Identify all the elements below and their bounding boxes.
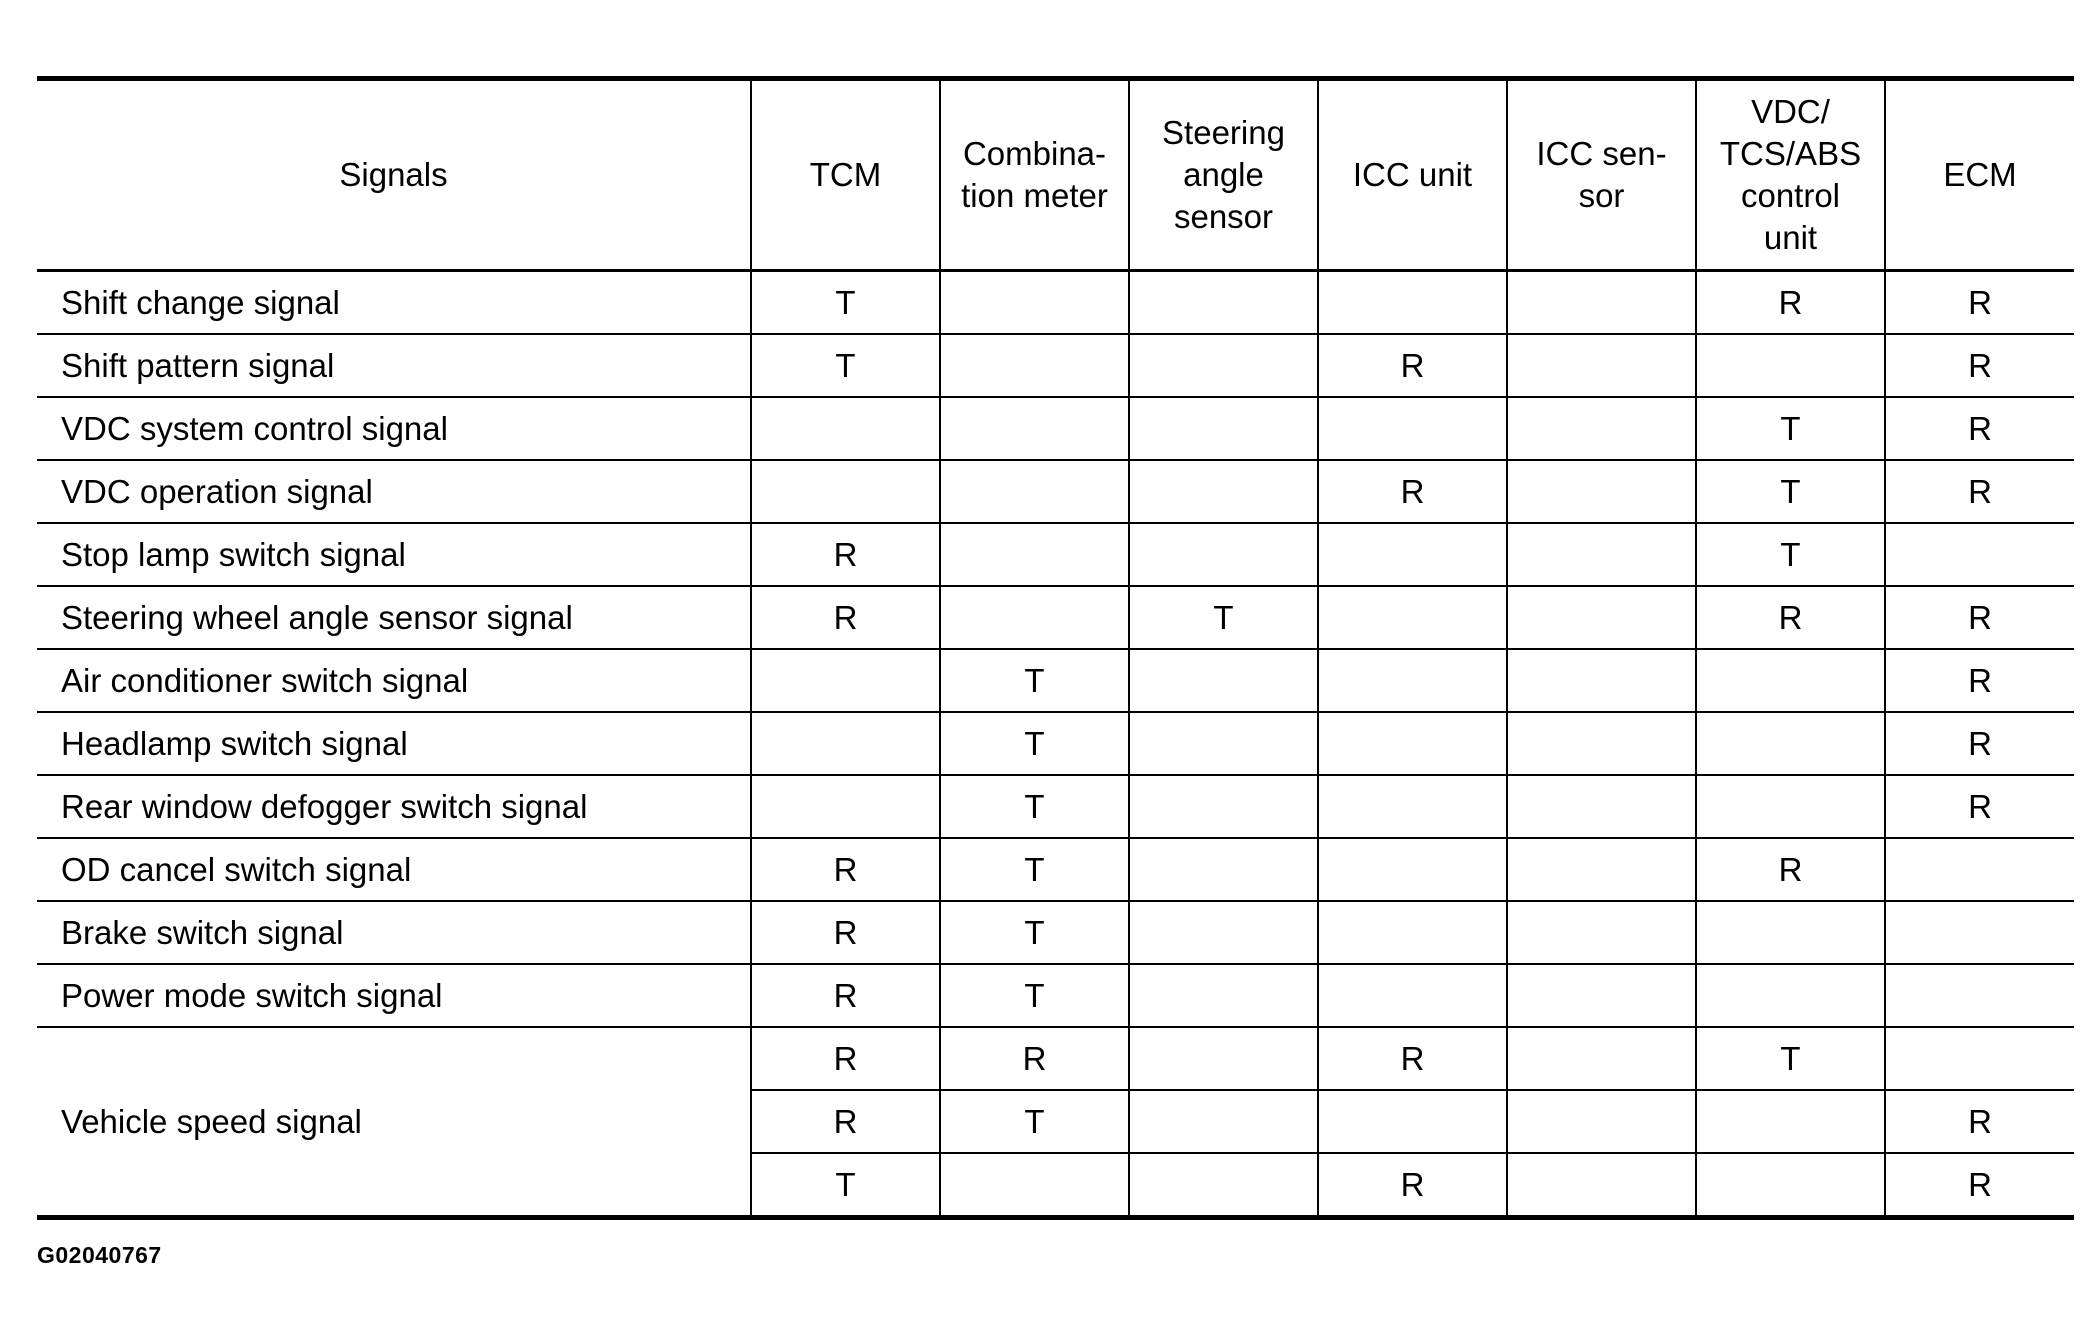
signal-cell xyxy=(1507,586,1696,649)
signal-cell xyxy=(940,523,1129,586)
signal-cell: R xyxy=(751,838,940,901)
signal-cell xyxy=(1507,460,1696,523)
signal-cell xyxy=(1885,1027,2074,1090)
signal-cell xyxy=(1129,964,1318,1027)
signal-table-figure xyxy=(37,76,2074,1220)
table-row xyxy=(37,649,2074,712)
signal-cell: R xyxy=(940,1027,1129,1090)
figure-id: G02040767 xyxy=(37,1242,162,1268)
table-row xyxy=(37,901,2074,964)
signal-cell: T xyxy=(1696,397,1885,460)
signal-cell xyxy=(1318,901,1507,964)
table-row xyxy=(37,523,2074,586)
signal-cell xyxy=(1318,397,1507,460)
signal-cell xyxy=(1507,775,1696,838)
signal-cell xyxy=(1696,712,1885,775)
header-row xyxy=(37,79,2074,271)
signal-cell xyxy=(1507,1027,1696,1090)
table-row xyxy=(37,838,2074,901)
signal-cell xyxy=(1129,1027,1318,1090)
signal-cell: T xyxy=(751,1153,940,1218)
signal-cell xyxy=(1129,334,1318,397)
signal-cell xyxy=(1318,775,1507,838)
signal-name: Brake switch signal xyxy=(37,901,751,964)
signal-cell xyxy=(1507,901,1696,964)
signal-cell: R xyxy=(1318,1153,1507,1218)
signal-cell xyxy=(1696,334,1885,397)
signal-cell: R xyxy=(1885,271,2074,335)
signal-cell: T xyxy=(1129,586,1318,649)
signal-name: Vehicle speed signal xyxy=(61,1102,362,1140)
header-icc-unit xyxy=(1318,79,1507,271)
signal-cell xyxy=(1885,838,2074,901)
signal-cell xyxy=(1696,649,1885,712)
header-steering-angle-sensor xyxy=(1129,79,1318,271)
signal-cell: T xyxy=(940,838,1129,901)
signal-cell xyxy=(940,460,1129,523)
signal-cell xyxy=(1318,712,1507,775)
signal-cell: R xyxy=(1885,334,2074,397)
signal-name: OD cancel switch signal xyxy=(37,838,751,901)
signal-name: Power mode switch signal xyxy=(37,964,751,1027)
table-row xyxy=(37,712,2074,775)
signal-name: VDC operation signal xyxy=(37,460,751,523)
signal-cell xyxy=(751,649,940,712)
signal-cell xyxy=(1696,1153,1885,1218)
table-row xyxy=(37,397,2074,460)
signal-cell: R xyxy=(751,523,940,586)
signal-cell xyxy=(1318,1090,1507,1153)
signal-cell xyxy=(1507,964,1696,1027)
signal-cell xyxy=(1129,1153,1318,1218)
signal-cell: T xyxy=(940,901,1129,964)
signal-cell xyxy=(751,397,940,460)
table-row xyxy=(37,271,2074,335)
signal-cell: T xyxy=(751,271,940,335)
signal-cell xyxy=(1318,271,1507,335)
column-header-label: ECM xyxy=(1943,156,2017,193)
table-row xyxy=(37,334,2074,397)
header-tcm xyxy=(751,79,940,271)
column-header-label: Combina- tion meter xyxy=(961,135,1108,214)
header-ecm xyxy=(1885,79,2074,271)
signal-cell xyxy=(1129,838,1318,901)
signal-cell xyxy=(940,586,1129,649)
signal-cell xyxy=(1129,1090,1318,1153)
header-vdc-tcs-abs-control-unit xyxy=(1696,79,1885,271)
signal-cell xyxy=(1507,523,1696,586)
signal-cell: R xyxy=(1318,334,1507,397)
signal-cell xyxy=(1885,523,2074,586)
signal-cell xyxy=(1507,1153,1696,1218)
signal-cell xyxy=(1696,1090,1885,1153)
signal-cell xyxy=(1129,712,1318,775)
column-header-label: ICC sen- sor xyxy=(1536,135,1667,214)
signal-cell xyxy=(751,712,940,775)
signal-cell xyxy=(1318,586,1507,649)
signal-cell xyxy=(1129,775,1318,838)
table-row xyxy=(37,964,2074,1027)
signal-cell: R xyxy=(1318,460,1507,523)
signal-cell xyxy=(1129,460,1318,523)
signal-cell xyxy=(1507,397,1696,460)
table-row-vehicle-speed xyxy=(37,1027,2074,1090)
signal-cell xyxy=(1507,712,1696,775)
signal-cell xyxy=(1507,649,1696,712)
signal-cell: T xyxy=(1696,460,1885,523)
signal-cell xyxy=(1129,397,1318,460)
signal-cell xyxy=(1696,775,1885,838)
table-body xyxy=(37,271,2074,1218)
header-signals xyxy=(37,79,751,271)
signal-name: Steering wheel angle sensor signal xyxy=(37,586,751,649)
signal-cell xyxy=(940,334,1129,397)
column-header-label: ICC unit xyxy=(1352,156,1473,193)
signal-cell xyxy=(1507,334,1696,397)
signal-cell xyxy=(1318,838,1507,901)
signal-cell xyxy=(1885,964,2074,1027)
signal-cell xyxy=(1696,964,1885,1027)
signal-cell: T xyxy=(751,334,940,397)
signal-cell: R xyxy=(1885,1090,2074,1153)
signal-cell: R xyxy=(1885,460,2074,523)
signal-cell: R xyxy=(1885,712,2074,775)
signal-cell: R xyxy=(751,964,940,1027)
signal-cell xyxy=(1507,838,1696,901)
signal-cell: R xyxy=(751,901,940,964)
header-combination-meter xyxy=(940,79,1129,271)
header-icc-sensor xyxy=(1507,79,1696,271)
signal-cell xyxy=(940,1153,1129,1218)
signal-cell xyxy=(1318,649,1507,712)
column-header-label: VDC/ TCS/ABS control unit xyxy=(1719,93,1862,256)
signal-cell: R xyxy=(1885,775,2074,838)
signal-cell xyxy=(940,397,1129,460)
signal-name: Rear window defogger switch signal xyxy=(37,775,751,838)
signal-cell xyxy=(940,271,1129,335)
signal-cell: T xyxy=(940,1090,1129,1153)
signal-cell: R xyxy=(1885,586,2074,649)
signal-cell xyxy=(1696,901,1885,964)
signal-cell: T xyxy=(940,649,1129,712)
signal-cell xyxy=(1129,523,1318,586)
signal-cell xyxy=(1129,649,1318,712)
signal-cell: T xyxy=(940,712,1129,775)
signal-cell: R xyxy=(1696,271,1885,335)
signal-cell: R xyxy=(751,1090,940,1153)
signal-cell: T xyxy=(1696,523,1885,586)
signal-cell xyxy=(1507,271,1696,335)
signal-cell xyxy=(751,775,940,838)
signal-cell: T xyxy=(940,775,1129,838)
signal-name: Shift pattern signal xyxy=(37,334,751,397)
signal-matrix-table xyxy=(37,76,2074,1220)
signal-name: Shift change signal xyxy=(37,271,751,335)
signal-cell xyxy=(1129,901,1318,964)
signal-name: Air conditioner switch signal xyxy=(37,649,751,712)
signal-cell: R xyxy=(1696,586,1885,649)
signal-cell: T xyxy=(1696,1027,1885,1090)
signal-name: VDC system control signal xyxy=(37,397,751,460)
signal-name: Stop lamp switch signal xyxy=(37,523,751,586)
table-header xyxy=(37,79,2074,271)
signal-cell xyxy=(1507,1090,1696,1153)
signal-cell: R xyxy=(751,1027,940,1090)
table-row xyxy=(37,586,2074,649)
signal-cell: R xyxy=(1318,1027,1507,1090)
signal-cell: R xyxy=(1885,397,2074,460)
table-row xyxy=(37,775,2074,838)
signal-cell: R xyxy=(1885,649,2074,712)
signal-cell xyxy=(1129,271,1318,335)
signal-name: Headlamp switch signal xyxy=(37,712,751,775)
signal-cell xyxy=(1885,901,2074,964)
column-header-label: Steering angle sensor xyxy=(1162,114,1285,235)
signal-cell: R xyxy=(751,586,940,649)
column-header-label: Signals xyxy=(339,156,448,193)
signal-cell xyxy=(1318,964,1507,1027)
column-header-label: TCM xyxy=(809,156,882,193)
signal-cell: T xyxy=(940,964,1129,1027)
table-row xyxy=(37,460,2074,523)
signal-cell: R xyxy=(1696,838,1885,901)
signal-cell xyxy=(1318,523,1507,586)
signal-cell: R xyxy=(1885,1153,2074,1218)
signal-cell xyxy=(751,460,940,523)
